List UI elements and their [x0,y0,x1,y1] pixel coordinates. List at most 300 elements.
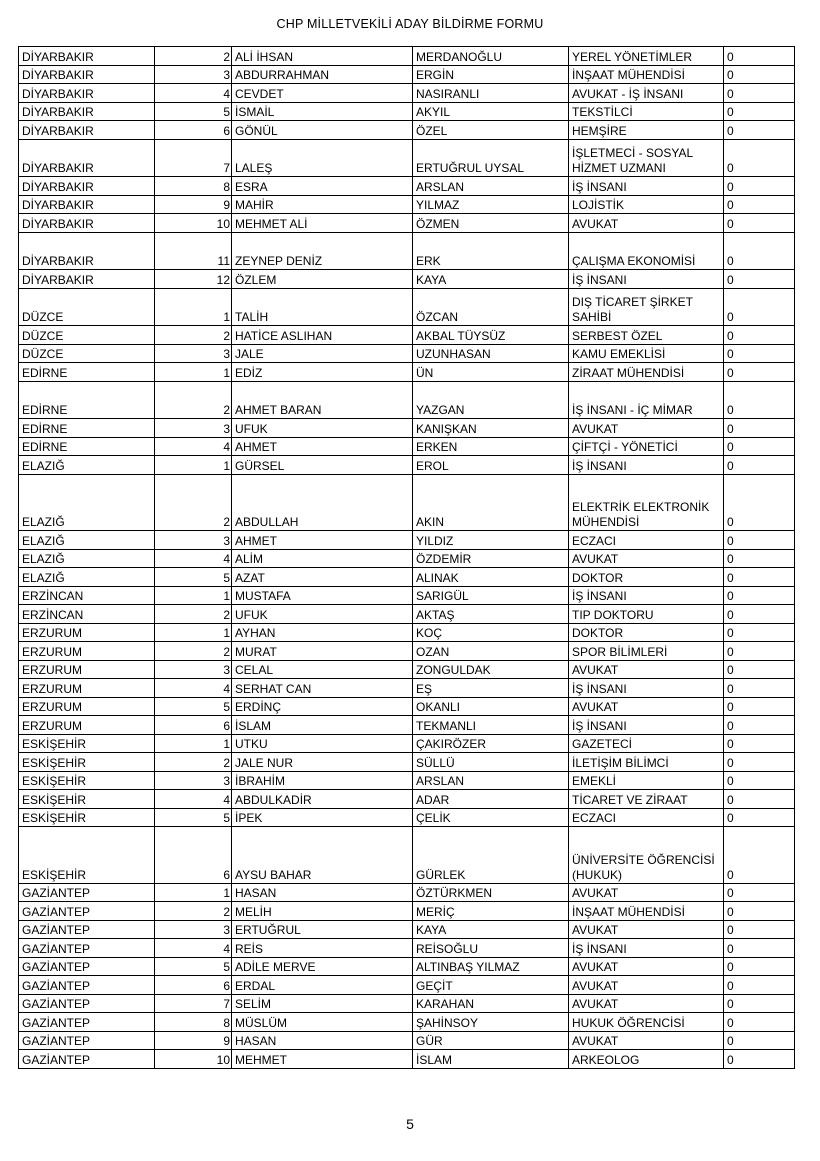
last-name-cell: YILMAZ [413,195,569,214]
last-name-cell: SARIGÜL [413,586,569,605]
profession-cell: ZİRAAT MÜHENDİSİ [569,363,724,382]
last-name-cell: AKYIL [413,102,569,121]
rank-cell: 5 [155,697,232,716]
province-cell: GAZİANTEP [19,1013,155,1032]
table-row [19,697,795,716]
province-cell: ELAZIĞ [19,474,155,531]
first-name-cell: HATİCE ASLIHAN [232,326,413,345]
rank-cell: 4 [155,679,232,698]
table-row [19,1050,795,1069]
province-cell: DİYARBAKIR [19,84,155,103]
last-name-cell: REİSOĞLU [413,939,569,958]
first-name-cell: MEHMET [232,1050,413,1069]
code-cell: 0 [724,214,795,233]
province-cell: DÜZCE [19,326,155,345]
first-name-cell: UFUK [232,419,413,438]
profession-cell: DOKTOR [569,568,724,587]
code-cell: 0 [724,697,795,716]
last-name-cell: ERK [413,232,569,270]
rank-cell: 7 [155,994,232,1013]
first-name-cell: JALE NUR [232,753,413,772]
code-cell: 0 [724,232,795,270]
last-name-cell: AKBAL TÜYSÜZ [413,326,569,345]
code-cell: 0 [724,586,795,605]
profession-cell: LOJİSTİK [569,195,724,214]
last-name-cell: KOÇ [413,623,569,642]
code-cell: 0 [724,734,795,753]
profession-cell: GAZETECİ [569,734,724,753]
rank-cell: 4 [155,939,232,958]
province-cell: DİYARBAKIR [19,65,155,84]
table-row [19,419,795,438]
code-cell: 0 [724,920,795,939]
province-cell: ELAZIĞ [19,531,155,550]
code-cell: 0 [724,381,795,419]
province-cell: GAZİANTEP [19,883,155,902]
rank-cell: 7 [155,139,232,177]
profession-cell: İŞ İNSANI - İÇ MİMAR [569,381,724,419]
last-name-cell: ADAR [413,790,569,809]
first-name-cell: AHMET BARAN [232,381,413,419]
profession-cell: İŞ İNSANI [569,456,724,475]
rank-cell: 1 [155,883,232,902]
profession-cell: ARKEOLOG [569,1050,724,1069]
table-row [19,1031,795,1050]
province-cell: ERZURUM [19,623,155,642]
code-cell: 0 [724,660,795,679]
last-name-cell: ÖZEL [413,121,569,140]
first-name-cell: İBRAHİM [232,771,413,790]
table-row [19,84,795,103]
province-cell: DİYARBAKIR [19,121,155,140]
table-row [19,139,795,177]
profession-cell: ELEKTRİK ELEKTRONİK MÜHENDİSİ [569,474,724,531]
last-name-cell: ARSLAN [413,177,569,196]
first-name-cell: ABDULLAH [232,474,413,531]
profession-cell: İŞ İNSANI [569,270,724,289]
table-row [19,214,795,233]
last-name-cell: TEKMANLI [413,716,569,735]
first-name-cell: ALİM [232,549,413,568]
last-name-cell: ERKEN [413,437,569,456]
province-cell: ELAZIĞ [19,568,155,587]
table-row [19,47,795,66]
table-row [19,437,795,456]
province-cell: ERZURUM [19,679,155,698]
candidate-table-body [19,47,795,1069]
province-cell: DİYARBAKIR [19,177,155,196]
first-name-cell: ERTUĞRUL [232,920,413,939]
first-name-cell: AHMET [232,531,413,550]
table-row [19,642,795,661]
last-name-cell: GEÇİT [413,976,569,995]
first-name-cell: ALİ İHSAN [232,47,413,66]
last-name-cell: EROL [413,456,569,475]
table-row [19,976,795,995]
last-name-cell: ÖZCAN [413,288,569,326]
last-name-cell: ERTUĞRUL UYSAL [413,139,569,177]
rank-cell: 5 [155,808,232,827]
rank-cell: 3 [155,344,232,363]
province-cell: ERZİNCAN [19,586,155,605]
province-cell: ERZURUM [19,660,155,679]
rank-cell: 8 [155,1013,232,1032]
rank-cell: 6 [155,716,232,735]
code-cell: 0 [724,437,795,456]
code-cell: 0 [724,902,795,921]
first-name-cell: ÖZLEM [232,270,413,289]
last-name-cell: İSLAM [413,1050,569,1069]
code-cell: 0 [724,883,795,902]
profession-cell: İLETİŞİM BİLİMCİ [569,753,724,772]
code-cell: 0 [724,195,795,214]
last-name-cell: KARAHAN [413,994,569,1013]
rank-cell: 1 [155,623,232,642]
candidate-table [18,46,795,1069]
profession-cell: SPOR BİLİMLERİ [569,642,724,661]
rank-cell: 1 [155,363,232,382]
first-name-cell: LALEŞ [232,139,413,177]
profession-cell: ÇİFTÇİ - YÖNETİCİ [569,437,724,456]
code-cell: 0 [724,642,795,661]
rank-cell: 2 [155,642,232,661]
first-name-cell: ESRA [232,177,413,196]
first-name-cell: GÖNÜL [232,121,413,140]
province-cell: DİYARBAKIR [19,214,155,233]
profession-cell: TEKSTİLCİ [569,102,724,121]
code-cell: 0 [724,623,795,642]
code-cell: 0 [724,568,795,587]
first-name-cell: İSMAİL [232,102,413,121]
rank-cell: 2 [155,605,232,624]
first-name-cell: AYSU BAHAR [232,827,413,884]
profession-cell: AVUKAT [569,957,724,976]
table-row [19,381,795,419]
code-cell: 0 [724,177,795,196]
first-name-cell: HASAN [232,1031,413,1050]
code-cell: 0 [724,605,795,624]
rank-cell: 3 [155,771,232,790]
first-name-cell: MUSTAFA [232,586,413,605]
profession-cell: HEMŞİRE [569,121,724,140]
province-cell: GAZİANTEP [19,994,155,1013]
code-cell: 0 [724,771,795,790]
province-cell: DİYARBAKIR [19,47,155,66]
table-row [19,939,795,958]
first-name-cell: ERDİNÇ [232,697,413,716]
code-cell: 0 [724,753,795,772]
profession-cell: AVUKAT [569,419,724,438]
table-row [19,790,795,809]
rank-cell: 1 [155,734,232,753]
form-title: CHP MİLLETVEKİLİ ADAY BİLDİRME FORMU [276,17,544,31]
first-name-cell: SERHAT CAN [232,679,413,698]
last-name-cell: EŞ [413,679,569,698]
rank-cell: 3 [155,660,232,679]
code-cell: 0 [724,363,795,382]
table-row [19,232,795,270]
code-cell: 0 [724,679,795,698]
last-name-cell: ÜN [413,363,569,382]
first-name-cell: MURAT [232,642,413,661]
first-name-cell: ABDULKADİR [232,790,413,809]
last-name-cell: ALTINBAŞ YILMAZ [413,957,569,976]
first-name-cell: MELİH [232,902,413,921]
rank-cell: 2 [155,753,232,772]
table-row [19,102,795,121]
profession-cell: ÇALIŞMA EKONOMİSİ [569,232,724,270]
last-name-cell: AKTAŞ [413,605,569,624]
last-name-cell: NASIRANLI [413,84,569,103]
table-row [19,716,795,735]
profession-cell: İNŞAAT MÜHENDİSİ [569,65,724,84]
rank-cell: 1 [155,456,232,475]
profession-cell: İŞ İNSANI [569,586,724,605]
last-name-cell: ÇELİK [413,808,569,827]
code-cell: 0 [724,456,795,475]
first-name-cell: REİS [232,939,413,958]
province-cell: DİYARBAKIR [19,139,155,177]
code-cell: 0 [724,102,795,121]
profession-cell: TİCARET VE ZİRAAT [569,790,724,809]
profession-cell: İŞ İNSANI [569,177,724,196]
province-cell: ERZURUM [19,642,155,661]
rank-cell: 5 [155,568,232,587]
first-name-cell: UTKU [232,734,413,753]
rank-cell: 6 [155,121,232,140]
code-cell: 0 [724,270,795,289]
rank-cell: 3 [155,65,232,84]
profession-cell: ECZACI [569,808,724,827]
province-cell: ESKİŞEHİR [19,827,155,884]
rank-cell: 3 [155,920,232,939]
rank-cell: 2 [155,326,232,345]
province-cell: ESKİŞEHİR [19,790,155,809]
province-cell: ERZURUM [19,716,155,735]
table-row [19,65,795,84]
first-name-cell: CELAL [232,660,413,679]
table-row [19,920,795,939]
last-name-cell: KAYA [413,920,569,939]
profession-cell: AVUKAT [569,660,724,679]
first-name-cell: SELİM [232,994,413,1013]
table-row [19,771,795,790]
rank-cell: 5 [155,102,232,121]
code-cell: 0 [724,474,795,531]
code-cell: 0 [724,288,795,326]
province-cell: GAZİANTEP [19,976,155,995]
first-name-cell: İPEK [232,808,413,827]
table-row [19,679,795,698]
last-name-cell: ERGİN [413,65,569,84]
last-name-cell: OZAN [413,642,569,661]
last-name-cell: ÇAKIRÖZER [413,734,569,753]
profession-cell: İNŞAAT MÜHENDİSİ [569,902,724,921]
profession-cell: AVUKAT - İŞ İNSANI [569,84,724,103]
code-cell: 0 [724,976,795,995]
table-row [19,586,795,605]
profession-cell: İŞ İNSANI [569,939,724,958]
rank-cell: 1 [155,288,232,326]
rank-cell: 8 [155,177,232,196]
profession-cell: EMEKLİ [569,771,724,790]
table-row [19,883,795,902]
province-cell: ESKİŞEHİR [19,734,155,753]
table-row [19,957,795,976]
table-row [19,344,795,363]
table-row [19,531,795,550]
table-row [19,195,795,214]
code-cell: 0 [724,531,795,550]
rank-cell: 2 [155,902,232,921]
code-cell: 0 [724,549,795,568]
first-name-cell: UFUK [232,605,413,624]
province-cell: DİYARBAKIR [19,270,155,289]
last-name-cell: OKANLI [413,697,569,716]
province-cell: GAZİANTEP [19,957,155,976]
rank-cell: 2 [155,474,232,531]
rank-cell: 6 [155,827,232,884]
code-cell: 0 [724,1031,795,1050]
province-cell: GAZİANTEP [19,1031,155,1050]
last-name-cell: YILDIZ [413,531,569,550]
table-row [19,734,795,753]
profession-cell: AVUKAT [569,883,724,902]
rank-cell: 4 [155,790,232,809]
province-cell: EDİRNE [19,363,155,382]
rank-cell: 4 [155,549,232,568]
province-cell: ELAZIĞ [19,549,155,568]
table-row [19,474,795,531]
first-name-cell: ADİLE MERVE [232,957,413,976]
profession-cell: YEREL YÖNETİMLER [569,47,724,66]
last-name-cell: KAYA [413,270,569,289]
table-row [19,994,795,1013]
table-row [19,660,795,679]
first-name-cell: MÜSLÜM [232,1013,413,1032]
first-name-cell: AHMET [232,437,413,456]
code-cell: 0 [724,808,795,827]
rank-cell: 4 [155,437,232,456]
rank-cell: 5 [155,957,232,976]
province-cell: GAZİANTEP [19,902,155,921]
province-cell: ERZURUM [19,697,155,716]
profession-cell: AVUKAT [569,1031,724,1050]
table-row [19,121,795,140]
table-row [19,623,795,642]
last-name-cell: GÜRLEK [413,827,569,884]
first-name-cell: MEHMET ALİ [232,214,413,233]
first-name-cell: ZEYNEP DENİZ [232,232,413,270]
first-name-cell: TALİH [232,288,413,326]
last-name-cell: GÜR [413,1031,569,1050]
first-name-cell: CEVDET [232,84,413,103]
province-cell: ESKİŞEHİR [19,771,155,790]
profession-cell: SERBEST ÖZEL [569,326,724,345]
province-cell: DİYARBAKIR [19,102,155,121]
rank-cell: 12 [155,270,232,289]
code-cell: 0 [724,716,795,735]
profession-cell: KAMU EMEKLİSİ [569,344,724,363]
profession-cell: AVUKAT [569,214,724,233]
rank-cell: 6 [155,976,232,995]
page-number: 5 [406,1116,414,1132]
profession-cell: DOKTOR [569,623,724,642]
code-cell: 0 [724,65,795,84]
first-name-cell: EDİZ [232,363,413,382]
code-cell: 0 [724,957,795,976]
province-cell: EDİRNE [19,437,155,456]
last-name-cell: UZUNHASAN [413,344,569,363]
first-name-cell: İSLAM [232,716,413,735]
code-cell: 0 [724,47,795,66]
profession-cell: ECZACI [569,531,724,550]
first-name-cell: AYHAN [232,623,413,642]
last-name-cell: ÖZMEN [413,214,569,233]
table-row [19,326,795,345]
last-name-cell: KANIŞKAN [413,419,569,438]
last-name-cell: ALINAK [413,568,569,587]
rank-cell: 2 [155,47,232,66]
first-name-cell: ERDAL [232,976,413,995]
province-cell: DÜZCE [19,288,155,326]
table-row [19,177,795,196]
province-cell: GAZİANTEP [19,1050,155,1069]
table-row [19,549,795,568]
profession-cell: İŞ İNSANI [569,716,724,735]
profession-cell: DIŞ TİCARET ŞİRKET SAHİBİ [569,288,724,326]
first-name-cell: JALE [232,344,413,363]
province-cell: ELAZIĞ [19,456,155,475]
first-name-cell: GÜRSEL [232,456,413,475]
table-row [19,363,795,382]
province-cell: EDİRNE [19,381,155,419]
rank-cell: 4 [155,84,232,103]
profession-cell: AVUKAT [569,549,724,568]
last-name-cell: ÖZDEMİR [413,549,569,568]
first-name-cell: ABDURRAHMAN [232,65,413,84]
table-row [19,902,795,921]
profession-cell: İŞLETMECİ - SOSYAL HİZMET UZMANI [569,139,724,177]
profession-cell: AVUKAT [569,697,724,716]
profession-cell: AVUKAT [569,994,724,1013]
profession-cell: ÜNİVERSİTE ÖĞRENCİSİ (HUKUK) [569,827,724,884]
province-cell: GAZİANTEP [19,920,155,939]
rank-cell: 9 [155,195,232,214]
profession-cell: TIP DOKTORU [569,605,724,624]
province-cell: GAZİANTEP [19,939,155,958]
rank-cell: 3 [155,419,232,438]
rank-cell: 10 [155,214,232,233]
profession-cell: İŞ İNSANI [569,679,724,698]
code-cell: 0 [724,326,795,345]
table-row [19,605,795,624]
province-cell: DİYARBAKIR [19,232,155,270]
first-name-cell: MAHİR [232,195,413,214]
table-row [19,568,795,587]
province-cell: EDİRNE [19,419,155,438]
table-row [19,1013,795,1032]
code-cell: 0 [724,939,795,958]
last-name-cell: MERİÇ [413,902,569,921]
province-cell: ERZİNCAN [19,605,155,624]
last-name-cell: ÖZTÜRKMEN [413,883,569,902]
table-row [19,456,795,475]
profession-cell: AVUKAT [569,920,724,939]
last-name-cell: ŞAHİNSOY [413,1013,569,1032]
table-row [19,288,795,326]
code-cell: 0 [724,139,795,177]
